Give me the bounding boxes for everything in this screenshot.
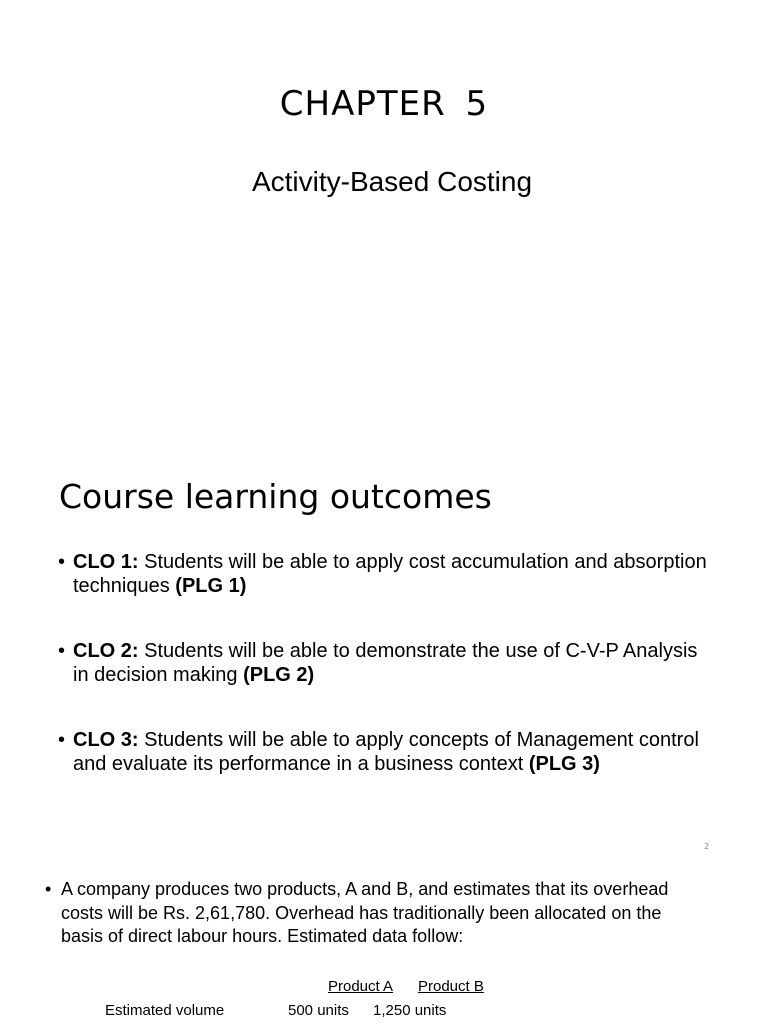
clo-item-body <box>73 728 708 776</box>
clo-plg-tag: (PLG 1) <box>175 575 247 597</box>
cell-product-b-volume: 1,250 units <box>373 1002 447 1019</box>
clo-item-2 <box>58 639 708 687</box>
clo-text: Students will be able to demonstrate the use of C-V-P Analysis in decision making <box>73 640 698 686</box>
bullet-icon: • <box>58 551 66 573</box>
bullet-icon: • <box>58 729 66 751</box>
clo-label: CLO 2: <box>73 640 139 662</box>
clo-item-body <box>73 550 708 598</box>
bullet-icon: • <box>45 879 52 899</box>
column-header-product-b: Product B <box>418 978 484 995</box>
clo-plg-tag: (PLG 2) <box>243 664 315 686</box>
clo-label: CLO 3: <box>73 729 139 751</box>
clo-item-3 <box>58 728 708 776</box>
section-heading: Course learning outcomes <box>59 477 492 516</box>
slide-number: 2 <box>704 842 710 851</box>
chapter-title: CHAPTER 5 <box>279 84 489 124</box>
clo-item-body <box>73 639 708 687</box>
column-header-product-a: Product A <box>328 978 394 995</box>
clo-label: CLO 1: <box>73 551 139 573</box>
clo-text: Students will be able to apply concepts of Management control and evaluate its performance in a business context <box>73 729 699 775</box>
clo-item-1 <box>58 550 708 598</box>
problem-statement <box>45 878 685 949</box>
clo-text: Students will be able to apply cost accumulation and absorption techniques <box>73 551 707 597</box>
clo-plg-tag: (PLG 3) <box>528 753 600 775</box>
chapter-subtitle: Activity-Based Costing <box>251 166 533 197</box>
problem-text: A company produces two products, A and B, and estimates that its overhead costs will be Rs. 2,61,780. Overhead has traditionally been allocated on the basis of direct labour hours. Estimated data follow: <box>61 879 669 946</box>
cell-product-a-volume: 500 units <box>288 1002 349 1019</box>
bullet-icon: • <box>58 640 66 662</box>
row-label-estimated-volume: Estimated volume <box>105 1002 225 1019</box>
